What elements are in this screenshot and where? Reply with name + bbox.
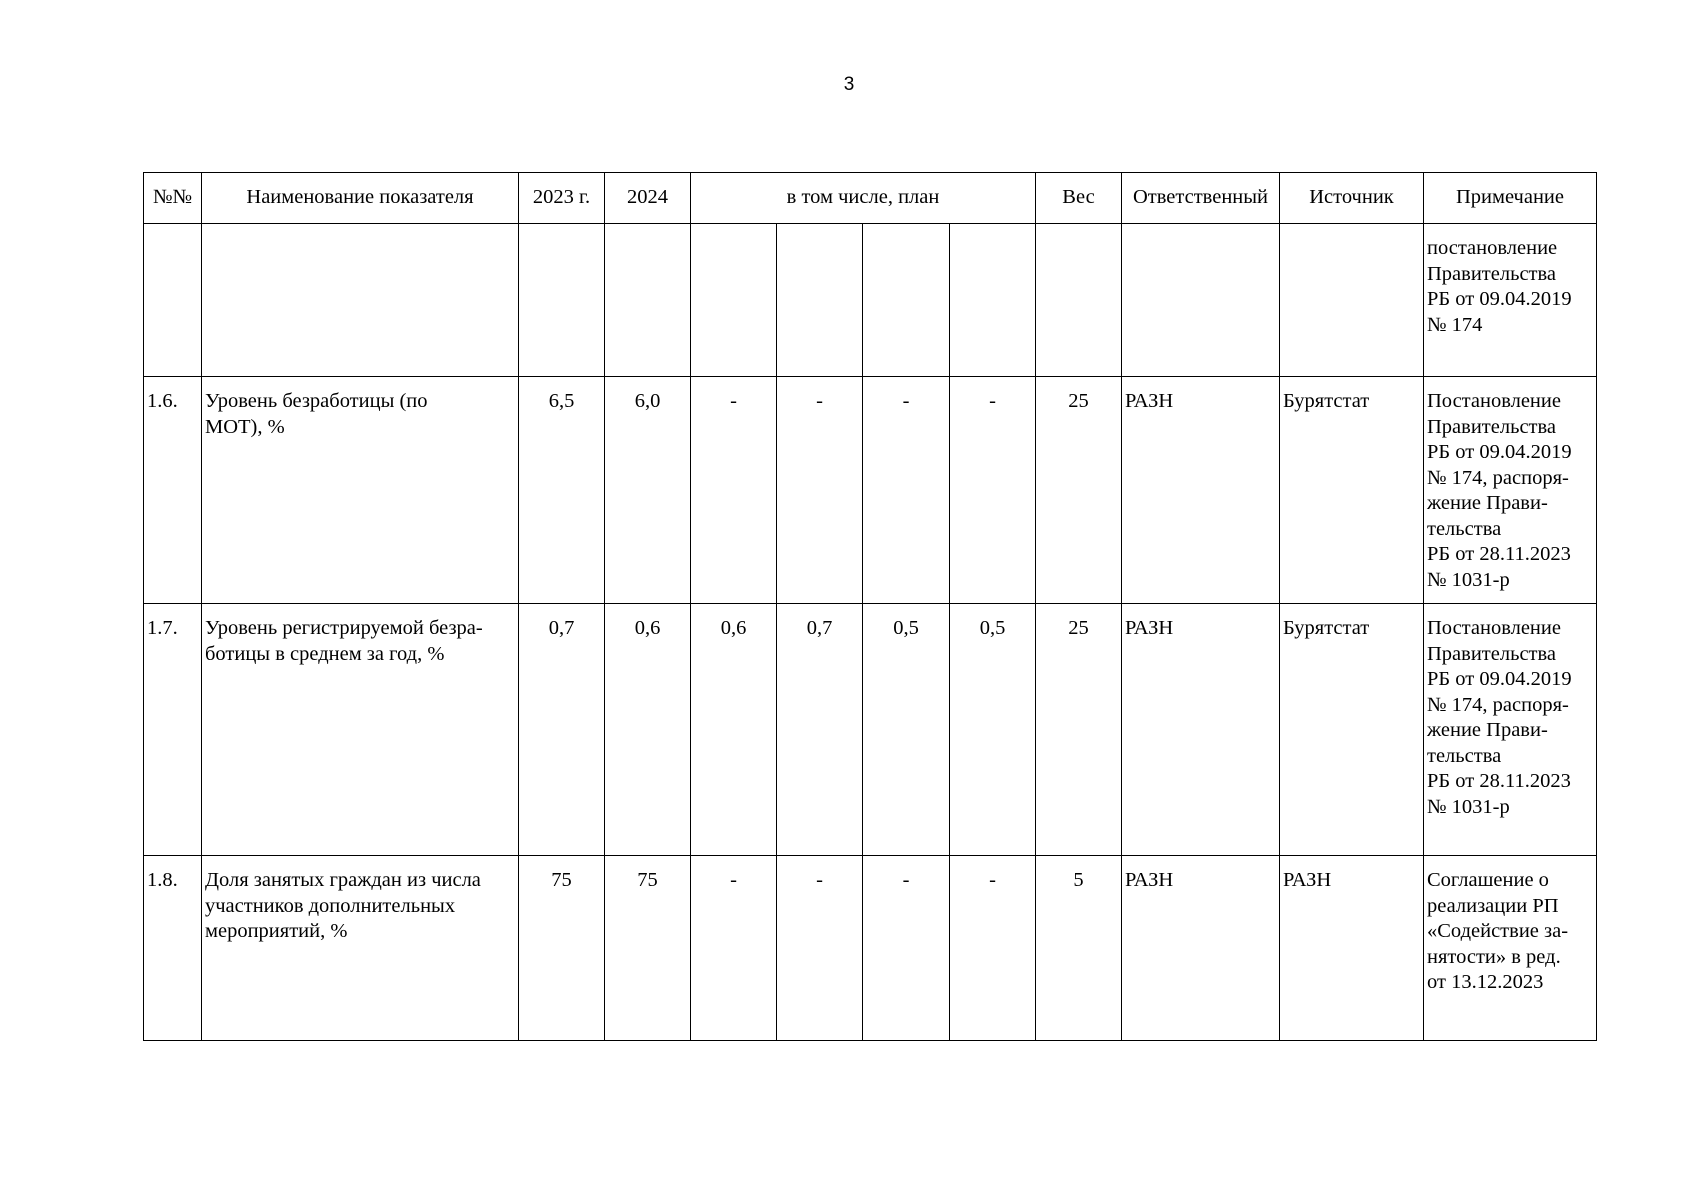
- cell-plan-2: 0,7: [777, 604, 863, 856]
- cell-plan-3: -: [863, 856, 950, 1041]
- cell-plan-1: -: [691, 856, 777, 1041]
- cell-note: Соглашение о реализации РП «Содействие за- нятости» в ред. от 13.12.2023: [1424, 856, 1597, 1041]
- cell-plan-2: -: [777, 856, 863, 1041]
- header-weight: Вес: [1036, 173, 1122, 224]
- cell-plan-4: -: [950, 377, 1036, 604]
- cell-plan-4: 0,5: [950, 604, 1036, 856]
- header-responsible: Ответственный: [1122, 173, 1280, 224]
- cell-source: РАЗН: [1280, 856, 1424, 1041]
- header-num: №№: [144, 173, 202, 224]
- cell-source: Бурятстат: [1280, 377, 1424, 604]
- cell-weight: 25: [1036, 377, 1122, 604]
- cell-plan-3: -: [863, 377, 950, 604]
- table-row: [144, 856, 1597, 1041]
- table-row: [144, 224, 1597, 377]
- cell-num: 1.6.: [144, 377, 202, 604]
- cell-responsible: РАЗН: [1122, 604, 1280, 856]
- cell-note: постановление Правительства РБ от 09.04.2019 № 174: [1424, 224, 1597, 377]
- cell-num: [144, 224, 202, 377]
- cell-source: [1280, 224, 1424, 377]
- cell-note: Постановление Правительства РБ от 09.04.2019 № 174, распоря- жение Прави- тельства РБ от 28.11.2023 № 1031-р: [1424, 604, 1597, 856]
- header-row: [144, 173, 1597, 224]
- cell-plan-2: -: [777, 377, 863, 604]
- cell-name: Доля занятых граждан из числа участников дополнительных мероприятий, %: [202, 856, 519, 1041]
- table-row: [144, 604, 1597, 856]
- cell-2023: 0,7: [519, 604, 605, 856]
- indicators-table: [143, 172, 1597, 1041]
- cell-responsible: РАЗН: [1122, 856, 1280, 1041]
- cell-weight: [1036, 224, 1122, 377]
- cell-2024: 0,6: [605, 604, 691, 856]
- cell-2024: [605, 224, 691, 377]
- cell-plan-1: 0,6: [691, 604, 777, 856]
- cell-responsible: РАЗН: [1122, 377, 1280, 604]
- cell-plan-1: [691, 224, 777, 377]
- cell-num: 1.8.: [144, 856, 202, 1041]
- cell-weight: 5: [1036, 856, 1122, 1041]
- cell-name: Уровень безработицы (по МОТ), %: [202, 377, 519, 604]
- page-number: 3: [843, 74, 855, 95]
- cell-weight: 25: [1036, 604, 1122, 856]
- cell-source: Бурятстат: [1280, 604, 1424, 856]
- cell-num: 1.7.: [144, 604, 202, 856]
- header-plan: в том числе, план: [691, 173, 1036, 224]
- header-name: Наименование показателя: [202, 173, 519, 224]
- cell-2023: 75: [519, 856, 605, 1041]
- cell-plan-4: [950, 224, 1036, 377]
- cell-2024: 6,0: [605, 377, 691, 604]
- cell-plan-3: 0,5: [863, 604, 950, 856]
- header-note: Примечание: [1424, 173, 1597, 224]
- header-source: Источник: [1280, 173, 1424, 224]
- cell-name: Уровень регистрируемой безра- ботицы в среднем за год, %: [202, 604, 519, 856]
- cell-2024: 75: [605, 856, 691, 1041]
- cell-plan-2: [777, 224, 863, 377]
- cell-plan-3: [863, 224, 950, 377]
- cell-2023: 6,5: [519, 377, 605, 604]
- cell-2023: [519, 224, 605, 377]
- cell-responsible: [1122, 224, 1280, 377]
- cell-note: Постановление Правительства РБ от 09.04.2019 № 174, распоря- жение Прави- тельства РБ от 28.11.2023 № 1031-р: [1424, 377, 1597, 604]
- header-2023: 2023 г.: [519, 173, 605, 224]
- header-2024: 2024: [605, 173, 691, 224]
- cell-plan-4: -: [950, 856, 1036, 1041]
- table-row: [144, 377, 1597, 604]
- cell-plan-1: -: [691, 377, 777, 604]
- cell-name: [202, 224, 519, 377]
